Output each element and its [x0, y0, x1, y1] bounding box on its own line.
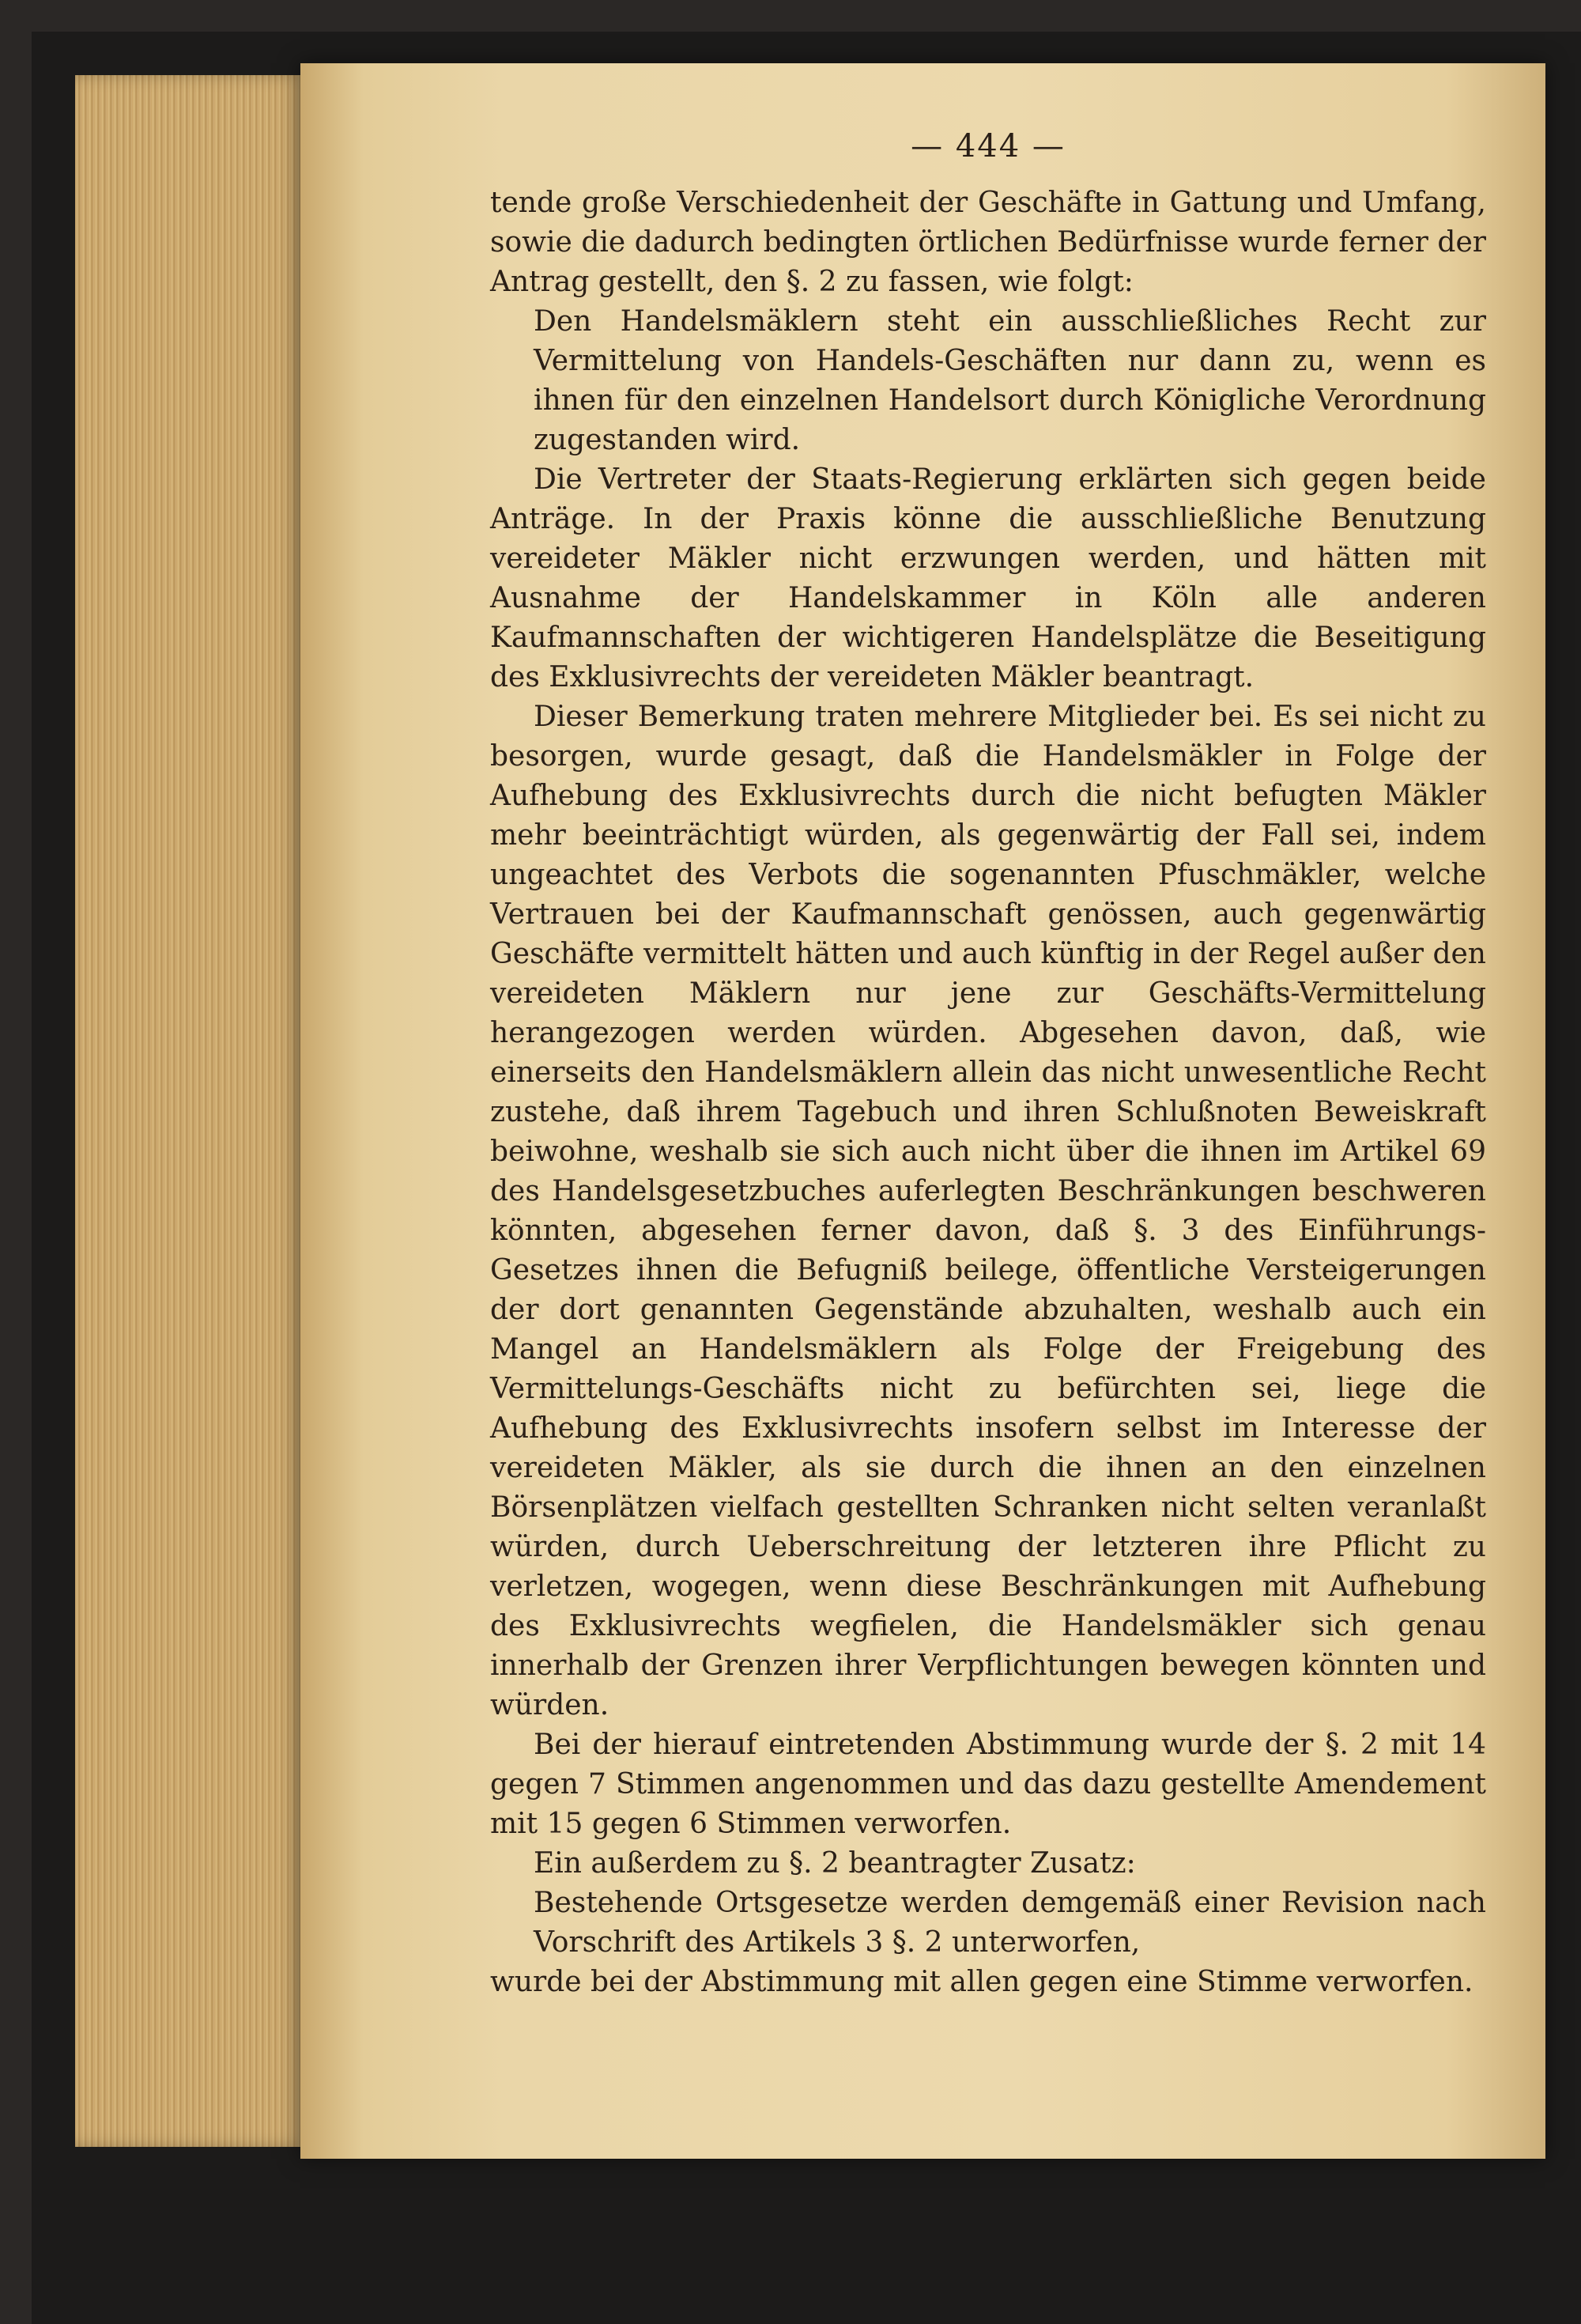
paragraph-5: Ein außerdem zu §. 2 beantragter Zusatz:: [534, 1847, 1136, 1880]
paragraph-6: wurde bei der Abstimmung mit allen gegen eine Stimme verworfen.: [490, 1966, 1473, 1998]
book-page: [300, 63, 1545, 2159]
page-edges: [75, 75, 308, 2147]
page-number: — 444 —: [911, 128, 1066, 164]
paragraph-4: Bei der hierauf eintretenden Abstimmung wurde der §. 2 mit 14 gegen 7 Stimmen angenommen und das dazu gestellte Amendement mit 15 gegen 6 Stimmen verworfen.: [490, 1729, 1486, 1840]
text-block: [490, 127, 1486, 2002]
paragraph-2: Die Vertreter der Staats-Regierung erklärten sich gegen beide Anträge. In der Praxis könne die ausschließliche Benutzung vereideter Mäkler nicht erzwungen werden, und hätten mit Ausnahme der Handelskammer in Köln alle anderen Kaufmannschaften der wichtigeren Handelsplätze die Beseitigung des Exklusivrechts der vereideten Mäkler beantragt.: [490, 463, 1486, 693]
quoted-proposal-1: Den Handelsmäklern steht ein ausschließliches Recht zur Vermittelung von Handels-Geschäften nur dann zu, wenn es ihnen für den einzelnen Handelsort durch Königliche Verordnung zugestanden wird.: [534, 305, 1486, 456]
paragraph-3: Dieser Bemerkung traten mehrere Mitglieder bei. Es sei nicht zu besorgen, wurde gesagt, daß die Handelsmäkler in Folge der Aufhebung des Exklusivrechts durch die nicht befugten Mäkler mehr beeinträchtigt würden, als gegenwärtig der Fall sei, indem ungeachtet des Verbots die sogenannten Pfuschmäkler, welche Vertrauen bei der Kaufmannschaft genössen, auch gegenwärtig Geschäfte vermittelt hätten und auch künftig in der Regel außer den vereideten Mäklern nur jene zur Geschäfts-Vermittelung herangezogen werden würden. Abgesehen davon, daß, wie einerseits den Handelsmäklern allein das nicht unwesentliche Recht zustehe, daß ihrem Tagebuch und ihren Schlußnoten Beweiskraft beiwohne, weshalb sie sich auch nicht über die ihnen im Artikel 69 des Handelsgesetzbuches auferlegten Beschränkungen beschweren könnten, abgesehen ferner davon, daß §. 3 des Einführungs-Gesetzes ihnen die Befugniß beilege, öffentliche Versteigerungen der dort genannten Gegenstände abzuhalten, weshalb auch ein Mangel an Handelsmäklern als Folge der Freigebung des Vermittelungs-Geschäfts nicht zu befürchten sei, liege die Aufhebung des Exklusivrechts insofern selbst im Interesse der vereideten Mäkler, als sie durch die ihnen an den einzelnen Börsenplätzen vielfach gestellten Schranken nicht selten veranlaßt würden, durch Ueberschreitung der letzteren ihre Pflicht zu verletzen, wogegen, wenn diese Beschränkungen mit Aufhebung des Exklusivrechts wegfielen, die Handelsmäkler sich genau innerhalb der Grenzen ihrer Verpflichtungen bewegen könnten und würden.: [490, 701, 1486, 1721]
quoted-proposal-2: Bestehende Ortsgesetze werden demgemäß einer Revision nach Vorschrift des Artikels 3 §. 2 unterworfen,: [534, 1887, 1486, 1959]
paragraph-1: tende große Verschiedenheit der Geschäfte in Gattung und Umfang, sowie die dadurch bedingten örtlichen Bedürfnisse wurde ferner der Antrag gestellt, den §. 2 zu fassen, wie folgt:: [490, 187, 1486, 298]
